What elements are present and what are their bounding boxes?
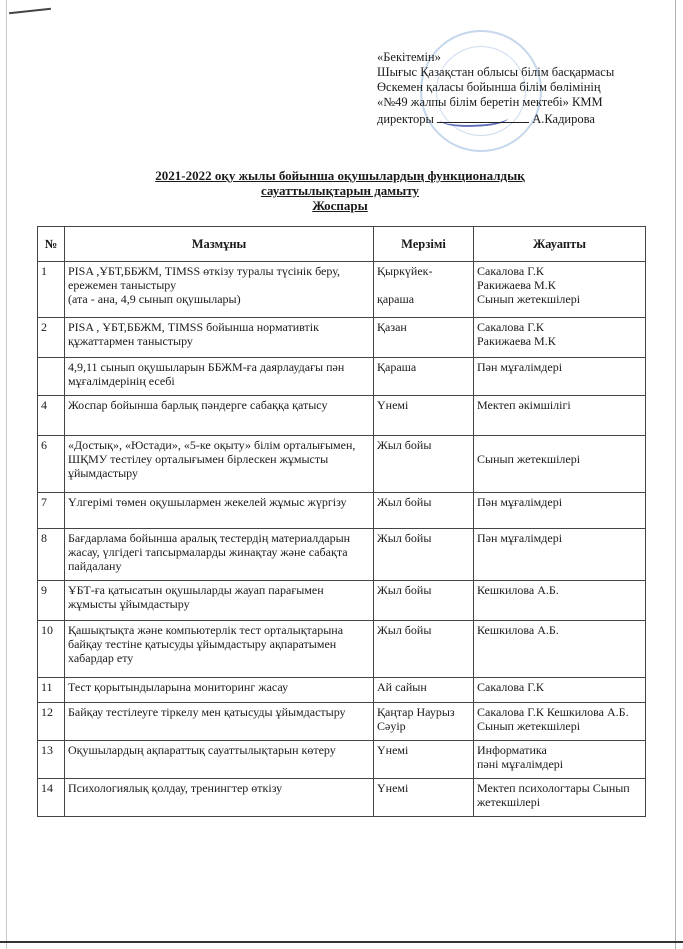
row-content: Қашықтықта және компьютерлік тест орталықтарына байқау тестіне қатысуды ұйымдастыру ақпаратымен хабардар ету [65,621,374,678]
row-number: 1 [38,262,65,318]
approval-org-line-2: Өскемен қаласы бойынша білім бөлімінің [377,80,601,94]
row-number: 14 [38,779,65,817]
row-content: Бағдарлама бойынша аралық тестердің материалдарын жасау, үлгідегі тапсырмаларды жинақтау және сабақта пайдалану [65,529,374,581]
row-number: 11 [38,678,65,703]
header-responsible: Жауапты [474,227,646,262]
row-deadline: Жыл бойы [374,493,474,529]
title-line-1: 2021-2022 оқу жылы бойынша оқушылардың функционалдық [155,168,525,183]
row-content: Жоспар бойынша барлық пәндерге сабаққа қатысу [65,396,374,436]
table-row [38,703,646,741]
title-line-3: Жоспары [312,198,368,213]
table-body [38,262,646,817]
table-row [38,741,646,779]
row-content: Оқушылардың ақпараттық сауаттылықтарын көтеру [65,741,374,779]
table-row [38,581,646,621]
row-content: Тест қорытындыларына мониторинг жасау [65,678,374,703]
document-title [100,168,580,213]
table-row [38,493,646,529]
page-left-edge [6,0,7,949]
table-header-row [38,227,646,262]
table-row [38,779,646,817]
row-deadline: Қараша [374,358,474,396]
header-deadline: Мерзімі [374,227,474,262]
row-deadline: Жыл бойы [374,581,474,621]
plan-table [37,226,646,817]
signature-line [437,110,529,123]
row-content: «Достық», «Юстади», «5-ке оқыту» білім орталығымен, ШҚМУ тестілеу орталығымен бірлескен жұмысты ұйымдастыру [65,436,374,493]
table-row [38,678,646,703]
row-deadline: Жыл бойы [374,529,474,581]
title-line-2: сауаттылықтарын дамыту [260,183,420,198]
table-row [38,318,646,358]
row-content: Психологиялық қолдау, тренингтер өткізу [65,779,374,817]
row-deadline: Жыл бойы [374,436,474,493]
table-row [38,262,646,318]
row-responsible: Сакалова Г.К Ракижаева М.К Сынып жетекшілері [474,262,646,318]
row-content: Байқау тестілеуге тіркелу мен қатысуды ұйымдастыру [65,703,374,741]
row-deadline: Ай сайын [374,678,474,703]
row-responsible: Кешкилова А.Б. [474,621,646,678]
page-bottom-edge [0,941,683,943]
row-content: PISA , ҰБТ,ББЖМ, TIMSS бойынша нормативтік құжаттармен таныстыру [65,318,374,358]
row-deadline: Жыл бойы [374,621,474,678]
row-deadline: Қыркүйек- қараша [374,262,474,318]
director-label: директоры [377,112,434,126]
row-content: Үлгерімі төмен оқушылармен жекелей жұмыс жүргізу [65,493,374,529]
row-responsible: Сакалова Г.К [474,678,646,703]
approval-org-line-1: Шығыс Қазақстан облысы білім басқармасы [377,65,615,79]
row-deadline: Қаңтар Наурыз Сәуір [374,703,474,741]
row-content: PISA ,ҰБТ,ББЖМ, TIMSS өткізу туралы түсінік беру, ережемен таныстыру (ата - ана, 4,9 сынып оқушылары) [65,262,374,318]
row-responsible: Мектеп әкімшілігі [474,396,646,436]
row-number: 12 [38,703,65,741]
table-row [38,621,646,678]
row-number [38,358,65,396]
approval-org-line-3: «№49 жалпы білім беретін мектебі» КММ [377,95,603,109]
table-row [38,396,646,436]
row-number: 10 [38,621,65,678]
row-number: 8 [38,529,65,581]
row-number: 13 [38,741,65,779]
row-number: 2 [38,318,65,358]
row-responsible: Информатика пәні мұғалімдері [474,741,646,779]
row-responsible: Пән мұғалімдері [474,358,646,396]
approval-heading: «Бекітемін» [377,50,441,64]
table-row [38,436,646,493]
row-responsible: Пән мұғалімдері [474,529,646,581]
row-responsible: Пән мұғалімдері [474,493,646,529]
row-content: ҰБТ-ға қатысатын оқушыларды жауап парағымен жұмысты ұйымдастыру [65,581,374,621]
header-content: Мазмұны [65,227,374,262]
row-deadline: Қазан [374,318,474,358]
row-content: 4,9,11 сынып оқушыларын ББЖМ-ға даярлаудағы пән мұғалімдерінің есебі [65,358,374,396]
approval-block [377,50,667,127]
row-responsible: Кешкилова А.Б. [474,581,646,621]
header-number: № [38,227,65,262]
row-deadline: Үнемі [374,396,474,436]
row-responsible: Мектеп психологтары Сынып жетекшілері [474,779,646,817]
row-deadline: Үнемі [374,779,474,817]
approval-director-line [377,110,667,127]
table-row [38,358,646,396]
row-responsible: Сынып жетекшілері [474,436,646,493]
page-right-edge [675,0,676,949]
row-deadline: Үнемі [374,741,474,779]
row-number: 4 [38,396,65,436]
table-row [38,529,646,581]
director-name: А.Кадирова [532,112,595,126]
row-number: 9 [38,581,65,621]
row-number: 7 [38,493,65,529]
row-number: 6 [38,436,65,493]
corner-mark [9,8,51,14]
row-responsible: Сакалова Г.К Кешкилова А.Б. Сынып жетекшілері [474,703,646,741]
row-responsible: Сакалова Г.К Ракижаева М.К [474,318,646,358]
